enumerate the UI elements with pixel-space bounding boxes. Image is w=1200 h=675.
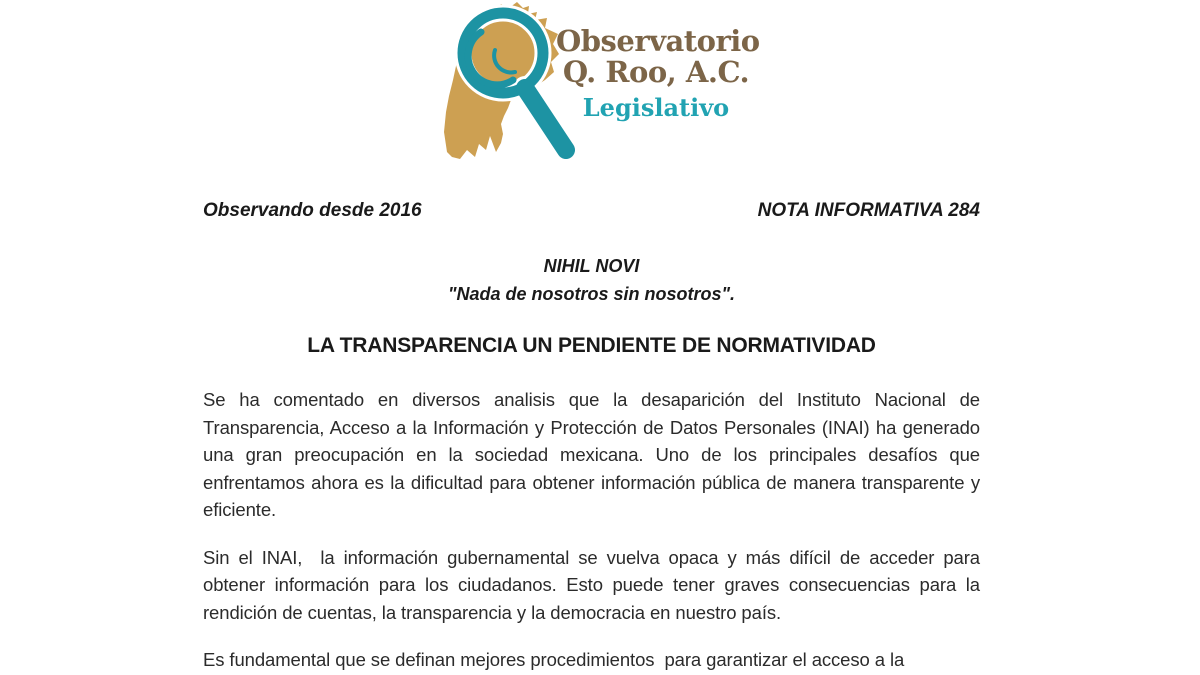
paragraph-3: Es fundamental que se definan mejores procedimientos para garantizar el acceso a la [203,649,905,670]
motto [203,252,980,308]
org-logo [425,0,795,170]
org-logo-text [556,24,760,122]
motto-latin: NIHIL NOVI [543,256,640,276]
document-meta-row [203,197,980,225]
article-title: LA TRANSPARENCIA UN PENDIENTE DE NORMATIVIDAD [307,334,876,357]
article-body [203,386,986,675]
org-name-line2: Q. Roo, A.C. [562,55,750,89]
paragraph-2: Sin el INAI, la información gubernamental se vuelva opaca y más difícil de acceder para obtener información para los ciudadanos. Esto puede tener graves consecuencias para la rendición de cuentas, la transparencia y la democracia en nuestro país. [203,546,986,623]
note-number: NOTA INFORMATIVA 284 [757,200,980,221]
org-name-line1: Observatorio [556,24,760,58]
paragraph-1: Se ha comentado en diversos analisis que la desaparición del Instituto Nacional de Transparencia, Acceso a la Información y Protección de Datos Personales (INAI) ha generado una gran preocupación en la sociedad mexicana. Uno de los principales desafíos que enfrentamos ahora es la dificultad para obtener información pública de manera transparente y eficiente. [203,389,986,520]
motto-quote: "Nada de nosotros sin nosotros". [447,284,736,304]
org-subtitle: Legislativo [582,93,730,122]
tagline: Observando desde 2016 [203,200,422,221]
magnifier-over-quintana-roo-map-icon [425,0,575,165]
